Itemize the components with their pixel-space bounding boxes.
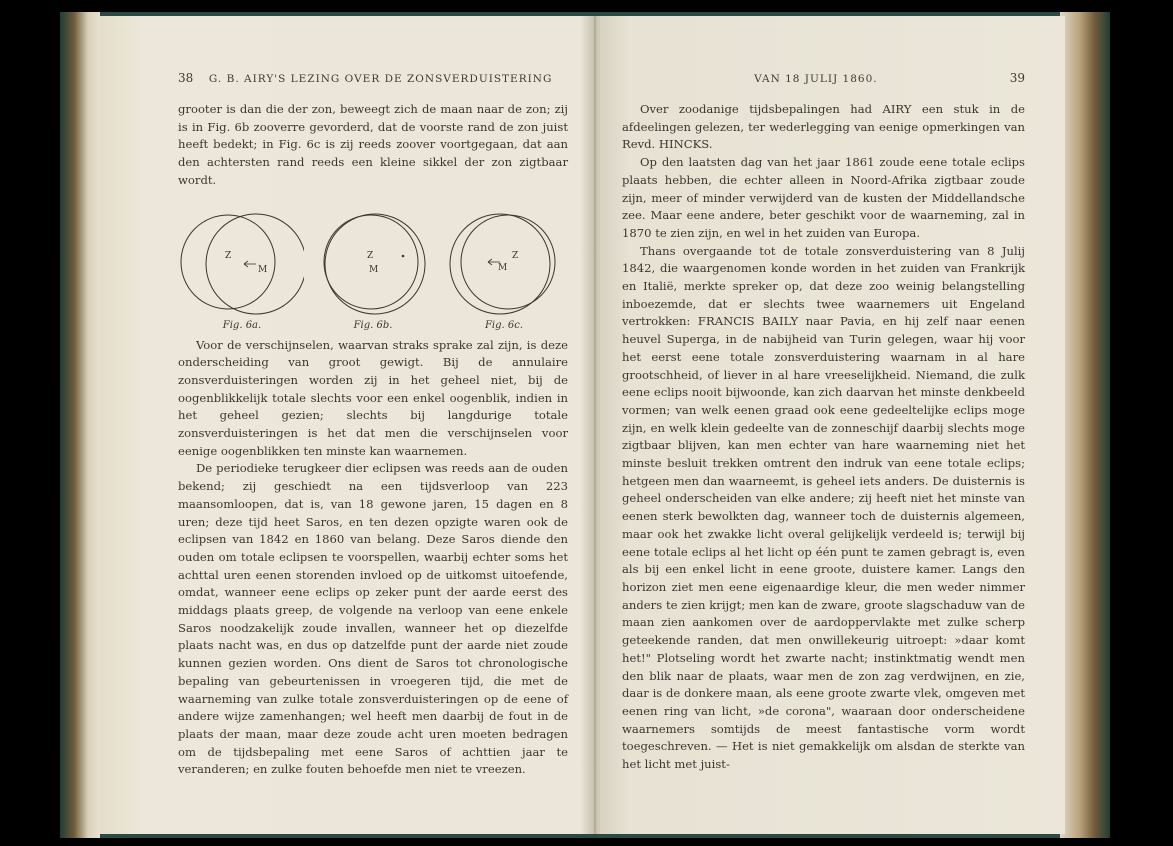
- right-page-number: 39: [1009, 71, 1025, 85]
- left-paragraph-3: De periodieke terugkeer dier eclipsen was reeds aan de ouden bekend; zij geschiedt na een tijdsverloop van 223 maansomloopen, dat is, van 18 gewone jaren, 15 dagen en 8 uren; deze tijd heet Saros, en ten dezen opzigte waren ook de eclipsen van 1842 en 1860 van belang. Deze Saros diende den ouden om totale eclipsen te voorspellen, waarbij echter soms het achttal uren eenen storenden invloed op de uitkomst uitoefende, omdat, wanneer eene eclips op zeker punt der aarde eerst des middags plaats greep, de volgende na verloop van eene enkele Saros noodzakelijk zoude invallen, wanneer het op diezelfde plaats nacht was, en dus op datzelfde punt der aarde niet zoude kunnen gezien worden. Ons dient de Saros tot chronologische bepaling van gebeurtenissen in vroegeren tijd, die met de waarneming van zulke totale zonsverduisteringen op de eene of andere wijze zamenhangen; wel heeft men daarbij de fout in de plaats der maan, maar deze zoude acht uren moeten bedragen om de tijdsbepaling met eene Saros of achttien jaar te veranderen; en zulke fouten behoefde men niet te vreezen.: [178, 461, 568, 777]
- right-running-head: [622, 71, 1025, 85]
- left-page-number: 38: [178, 71, 194, 85]
- left-paragraph-1: grooter is dan die der zon, beweegt zich de maan naar de zon; zij is in Fig. 6b zooverre gevorderd, dat de voorste rand de zon juist heeft bedekt; in Fig. 6c is zij reeds zoover voortgegaan, dat aan den achtersten rand reeds een kleine sikkel der zon zigtbaar wordt.: [178, 102, 568, 187]
- figure-6a-caption: Fig. 6a.: [222, 319, 262, 331]
- right-paragraph-2: Op den laatsten dag van het jaar 1861 zoude eene totale eclips plaats hebben, die echter alleen in Noord-Afrika zigtbaar zoude zijn, meer of minder verwijderd van de kusten der Middellandsche zee. Maar eene andere, beter geschikt voor de waarneming, zal in 1870 te zien zijn, en wel in het zuiden van Europa.: [622, 155, 1025, 240]
- figure-6c-caption: Fig. 6c.: [484, 319, 524, 331]
- fig6a-label-z: Z: [225, 250, 232, 261]
- book-edge-right: [1060, 12, 1110, 838]
- right-paragraph-3: Thans overgaande tot de totale zonsverduistering van 8 Julij 1842, die waargenomen konde worden in het zuiden van Frankrijk en Italië, merkte spreker op, dat deze zoo weinig belangstelling inboezemde, dat er slechts twee waarnemers uit Engeland vertrokken: FRANCIS BAILY naar Pavia, en hij zelf naar eenen heuvel Superga, in de nabijheid van Turin gelegen, waar hij voor het eerst eene totale zonsverduistering waarnam in al hare grootschheid, of liever in al hare vreeselijkheid. Niemand, die zulk eene eclips nooit bijwoonde, kan zich daarvan het minste denkbeeld vormen; van welk eenen graad ook eene gedeeltelijke eclips moge zijn, en welk klein gedeelte van de zonneschijf daarbij slechts moge zigtbaar blijven, kan men echter van hare waarneming niet het minste besluit trekken omtrent den indruk van eene totale eclips; hetgeen men dan waarneemt, is geheel iets anders. De duisternis is geheel onderscheiden van elke andere; zij heeft niet het minste van eenen sterk bewolkten dag, wanneer toch de duisternis algemeen, maar ook het zwakke licht overal gelijkelijk verdeeld is; terwijl bij eene totale eclips al het licht op één punt te zamen gebragt is, even als bij een enkel licht in eene groote, duistere kamer. Langs den horizon ziet men eene eigenaardige kleur, die men weder nimmer anders te zien krijgt; men kan de zware, groote slagschaduw van de maan zien aankomen over de aardoppervlakte met zulke scherp geteekende randen, dat men onwillekeurig uitroept: »daar komt het!" Plotseling wordt het zwarte nacht; instinktmatig wendt men den blik naar de plaats, waar men de zon zag verdwijnen, en zie, daar is de donkere maan, als eene groote zwarte vlek, omgeven met eenen ring van licht, »de corona", waaraan door onderscheidene waarnemers somtijds de meest fantastische vorm wordt toegeschreven. — Het is niet gemakkelijk om alsdan de sterkte van het licht met juist-: [622, 243, 1025, 772]
- figure-6b-diagram: [311, 208, 435, 318]
- right-page: [600, 16, 1065, 834]
- left-running-title: G. B. AIRY'S LEZING OVER DE ZONSVERDUISTERING: [208, 73, 553, 85]
- figure-6a-diagram: [180, 208, 304, 318]
- fig6b-label-z: Z: [367, 250, 374, 261]
- figure-6b-caption: Fig. 6b.: [353, 319, 393, 331]
- book-edge-left: [60, 12, 100, 838]
- left-running-head: [178, 71, 568, 85]
- right-running-title: VAN 18 JULIJ 1860.: [754, 73, 878, 85]
- fig6c-label-z: Z: [512, 250, 519, 261]
- eclipse-figures: [178, 208, 568, 331]
- figure-6c: [442, 208, 566, 331]
- right-paragraph-1: Over zoodanige tijdsbepalingen had AIRY een stuk in de afdeelingen gelezen, ter wederlegging van eenige opmerkingen van Revd. HINCKS.: [622, 102, 1025, 152]
- fig6c-label-m: M: [498, 262, 508, 273]
- left-paragraph-2: Voor de verschijnselen, waarvan straks sprake zal zijn, is deze onderscheiding van groot gewigt. Bij de annulaire zonsverduisteringen worden zij in het geheel niet, bij de oogenblikkelijk totale slechts voor een enkel oogenblik, indien in het geheel gezien; slechts bij langdurige totale zonsverduisteringen is het dat men die verschijnselen voor eenige oogenblikken ten minste kan waarnemen.: [178, 337, 568, 458]
- figure-6b: [311, 208, 435, 331]
- fig6a-label-m: M: [258, 264, 268, 275]
- figure-6c-diagram: [442, 208, 566, 318]
- left-page: [100, 16, 590, 834]
- fig6b-label-m: M: [369, 264, 379, 275]
- figure-6a: [180, 208, 304, 331]
